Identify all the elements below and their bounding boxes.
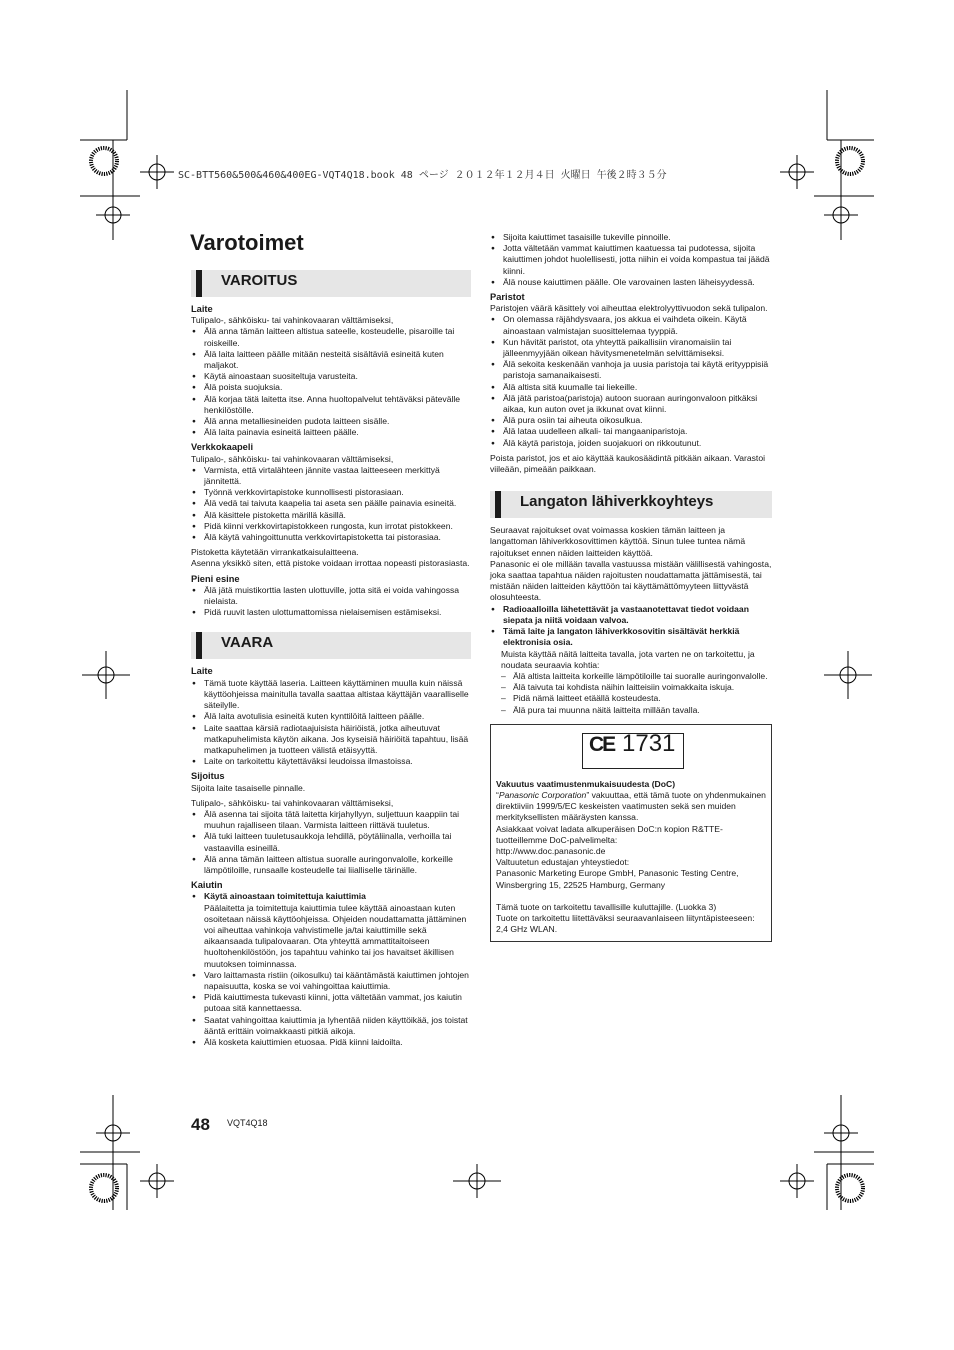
body-text: Pistoketta käytetään virrankatkaisulaitteena. <box>191 547 359 558</box>
list-item: ● Älä käsittele pistoketta märillä käsillä. <box>191 510 471 521</box>
list-item: – Pidä nämä laitteet etäällä kosteudesta. <box>501 693 772 704</box>
doc-text: “Panasonic Corporation” vakuuttaa, että tämä tuote on yhdenmukainen direktiiviin 1999/5/EC keskeisten vaatimusten sekä sen muiden merkityksellisten määräysten kanssa. <box>496 789 766 823</box>
list-item: ● Sijoita kaiuttimet tasaisille tukeville pinnoille. <box>490 232 772 243</box>
list-item: ● Älä anna tämän laitteen altistua sateelle, kosteudelle, pisaroille tai roiskeille. <box>191 326 471 348</box>
declaration-box <box>490 724 772 943</box>
list-item: – Älä altista laitteita korkeille lämpötiloille tai suoralle auringonvalolle. <box>501 671 772 682</box>
intro-text: Tulipalo-, sähköisku- tai vahinkovaaran välttämiseksi, <box>191 797 394 808</box>
list-item: ● Älä tuki laitteen tuuletusaukkoja lehdillä, pöytäliinalla, verhoilla tai vastaavilla esineillä. <box>191 831 471 853</box>
doc-url: http://www.doc.panasonic.de <box>496 845 606 856</box>
intro-text: Paristojen väärä käsittely voi aiheuttaa elektrolyyttivuodon sekä tulipalon. <box>490 303 768 314</box>
right-column <box>490 232 772 942</box>
list-item: ● Laite on tarkoitettu käytettäväksi leudoissa ilmastoissa. <box>191 756 471 767</box>
list-item: ● Älä nouse kaiuttimen päälle. Ole varovainen lasten läheisyydessä. <box>490 277 772 288</box>
doc-title: Vakuutus vaatimustenmukaisuudesta (DoC) <box>496 778 676 789</box>
list-item: ● Saatat vahingoittaa kaiuttimia ja lyhentää niiden käyttöikää, jos toistat ääntä erittäin voimakkaasti pitkiä aikoja. <box>191 1015 471 1037</box>
body-text: Seuraavat rajoitukset ovat voimassa koskien tämän laitteen ja langattoman lähiverkkosovittimen käyttöä. Sinun tulee tuntea nämä rajoitukset ennen näiden laitteiden käyttöä. <box>490 525 746 558</box>
bullet-list <box>191 970 471 1048</box>
list-item: ● Jotta vältetään vammat kaiuttimen kaatuessa tai pudotessa, sijoita kaiuttimen johdot huolellisesti, jotta niihin ei voida kompastua tai jäädä kiinni. <box>490 243 772 277</box>
body-text: Sijoita laite tasaiselle pinnalle. <box>191 782 306 793</box>
list-item: ● Älä vedä tai taivuta kaapelia tai aseta sen päälle painavia esineitä. <box>191 498 471 509</box>
list-item: ● Älä laita avotulisia esineitä kuten kynttilöitä laitteen päälle. <box>191 711 471 722</box>
list-item: ● Älä anna metalliesineiden pudota laitteen sisälle. <box>191 416 471 427</box>
body-text: Poista paristot, jos et aio käyttää kaukosäädintä pitkään aikaan. Varastoi viileään, pimeään paikkaan. <box>490 452 766 475</box>
heading-bar <box>196 270 202 297</box>
section-heading-vaara <box>191 632 471 659</box>
list-item: ● Älä kosketa kaiuttimien etuosaa. Pidä kiinni laidoilta. <box>191 1037 471 1048</box>
doc-text-rest: vakuuttaa, että tämä tuote on yhdenmukainen direktiiviin 1999/5/EC keskeisten vaatimusten sekä sen muiden merkityksellisten määräysten kanssa. <box>496 789 766 823</box>
list-item: ● Älä pura osiin tai aiheuta oikosulkua. <box>490 415 772 426</box>
ce-logo: CE <box>589 732 615 756</box>
subheading-laite: Laite <box>191 304 213 314</box>
bullet-list <box>490 604 772 649</box>
list-item: ● Älä asenna tai sijoita tätä laitetta kirjahyllyyn, suljettuun kaappiin tai muuhun rajalliseen tilaan. Varmista laitteen riittävä tuuletus. <box>191 809 471 831</box>
heading-label: VAROITUS <box>221 272 298 289</box>
subheading-kaiutin: Kaiutin <box>191 880 223 891</box>
list-item: ● Pidä kaiuttimesta tukevasti kiinni, jotta vältetään vammat, jos kaiutin putoaa sitä kannettaessa. <box>191 992 471 1014</box>
section-heading-varoitus <box>191 270 471 297</box>
list-item: ● Varmista, että virtalähteen jännite vastaa laitteeseen merkittyä jännitettä. <box>191 465 471 487</box>
doc-text: Asiakkaat voivat ladata alkuperäisen DoC:n kopion R&TTE-tuotteillemme DoC-palvelimelta: <box>496 823 723 845</box>
subheading-sijoitus: Sijoitus <box>191 771 225 782</box>
list-item: ● Tämä laite ja langaton lähiverkkosovitin sisältävät herkkiä elektronisia osia. <box>490 626 772 648</box>
list-item: ● Älä korjaa tätä laitetta itse. Anna huoltopalvelut tehtäväksi pätevälle henkilöstölle. <box>191 394 471 416</box>
bullet-list <box>191 465 471 543</box>
notified-body-number: 1731 <box>622 729 676 757</box>
list-item: ● Pidä ruuvit lasten ulottumattomissa nielaisemisen estämiseksi. <box>191 607 471 618</box>
ce-mark <box>582 729 684 769</box>
bullet-list <box>490 314 772 448</box>
list-item: ● Pidä kiinni verkkovirtapistokkeen rungosta, kun irrotat pistokkeen. <box>191 521 471 532</box>
heading-label: Langaton lähiverkkoyhteys <box>520 493 714 511</box>
list-item: ● Älä anna tämän laitteen altistua suoralle auringonvalolle, korkeille lämpötiloille, runsaalle kosteudelle tai liialliselle tärinälle. <box>191 854 471 876</box>
list-item: ● Käytä ainoastaan suositeltuja varusteita. <box>191 371 471 382</box>
subheading-verkkokaapeli: Verkkokaapeli <box>191 442 254 453</box>
list-item: ● Älä laita laitteen päälle mitään nesteitä sisältäviä esineitä kuten maljakot. <box>191 349 471 371</box>
bullet-list <box>191 326 471 438</box>
body-text: Päälaitetta ja toimitettuja kaiuttimia tulee käyttää ainoastaan kuten osoitetaan näissä käyttöohjeissa. Ohjeiden noudattamatta jättäminen voi aiheuttaa vahinkoja vahvistimelle ja/tai kaiuttimille sekä aikaansaada tulipalovaaran. Ota yhteyttä ammattitaitoiseen huoltohenkilöstöön, jos tapahtuu vahinko tai jos havaitset äkillisen muutoksen toiminnassa. <box>204 902 467 969</box>
list-item: ● Älä jätä paristoa(paristoja) autoon suoraan auringonvaloon pitkäksi aikaa, kun auton ovet ja ikkunat ovat kiinni. <box>490 393 772 415</box>
list-item: ● Älä sekoita keskenään vanhoja ja uusia paristoja tai käytä erityyppisiä paristoja samanaikaisesti. <box>490 359 772 381</box>
corp-name: Panasonic Corporation <box>498 789 587 800</box>
intro-text: Tulipalo-, sähköisku- tai vahinkovaaran välttämiseksi, <box>191 453 394 464</box>
list-item: – Älä taivuta tai kohdista näihin laitteisiin voimakkaita iskuja. <box>501 682 772 693</box>
class-text: Tämä tuote on tarkoitettu tavallisille kuluttajille. (Luokka 3) <box>496 901 717 912</box>
bullet-list <box>191 809 471 876</box>
list-item: ● Älä altista sitä kuumalle tai liekeille. <box>490 382 772 393</box>
left-column <box>191 270 471 1048</box>
list-item: ● Radioaalloilla lähetettävät ja vastaanotettavat tiedot voidaan siepata ja niitä voidaan valvoa. <box>490 604 772 626</box>
list-item: ● Varo laittamasta ristiin (oikosulku) tai kääntämästä kaiuttimen johtojen napaisuutta, koska se voi vahingoittaa kaiuttimia. <box>191 970 471 992</box>
body-text: Asenna yksikkö siten, että pistoke voidaan irrottaa nopeasti pistorasiasta. <box>191 558 470 569</box>
list-item: ● Työnnä verkkovirtapistoke kunnollisesti pistorasiaan. <box>191 487 471 498</box>
list-item: ● Tämä tuote käyttää laseria. Laitteen käyttäminen muulla kuin näissä käyttöohjeissa mainitulla tavalla saattaa altistaa käyttäjän vaaralliselle säteilylle. <box>191 678 471 712</box>
section-heading-wlan <box>490 491 772 518</box>
bullet-list <box>191 678 471 768</box>
heading-bar <box>495 491 501 518</box>
subheading-pieni-esine: Pieni esine <box>191 573 240 584</box>
page-title: Varotoimet <box>190 230 304 255</box>
bullet-list <box>191 585 471 619</box>
bullet-list <box>490 232 772 288</box>
subheading-laite: Laite <box>191 666 213 677</box>
list-item: ● Älä käytä paristoja, joiden suojakuori on rikkoutunut. <box>490 438 772 449</box>
dash-list <box>490 671 772 716</box>
use-text: Tuote on tarkoitettu liitettäväksi seuraavanlaiseen liityntäpisteeseen: 2,4 GHz WLAN. <box>496 912 755 935</box>
document-code: VQT4Q18 <box>227 1118 268 1128</box>
body-text: Panasonic ei ole millään tavalla vastuussa mistään välillisestä vahingosta, joka saattaa tapahtua näiden rajoitusten noudattamatta jättämisestä, tai mistään näiden laitteiden käyttöön tai käyttämättömyyteen liittyvästä olosuhteesta. <box>490 558 772 603</box>
list-item: ● Älä käytä vahingoittunutta verkkovirtapistoketta tai pistorasiaa. <box>191 532 471 543</box>
list-item: ● On olemassa räjähdysvaara, jos akkua ei vaihdeta oikein. Käytä ainoastaan valmistajan suosittelemaa tyyppiä. <box>490 314 772 336</box>
list-item: ● Älä jätä muistikorttia lasten ulottuville, jotta sitä ei voida vahingossa nielaista. <box>191 585 471 607</box>
list-item: ● Älä laita painavia esineitä laitteen päälle. <box>191 427 471 438</box>
heading-label: VAARA <box>221 634 274 652</box>
heading-bar <box>196 632 202 659</box>
print-file-header: SC-BTT560&500&460&400EG-VQT4Q18.book 48 ページ ２０１２年１２月４日 火曜日 午後２時３５分 <box>178 170 667 181</box>
list-item: ● Älä poista suojuksia. <box>191 382 471 393</box>
bullet-list <box>191 891 471 902</box>
list-item: ● Kun hävität paristot, ota yhteyttä paikallisiin viranomaisiin tai jälleenmyyjään oikean hävitysmenetelmän selvittämiseksi. <box>490 337 772 359</box>
list-item: – Älä pura tai muunna näitä laitteita millään tavalla. <box>501 705 772 716</box>
list-item: ● Älä lataa uudelleen alkali- tai mangaaniparistoja. <box>490 426 772 437</box>
rep-title: Valtuutetun edustajan yhteystiedot: <box>496 857 630 868</box>
list-item: ● Käytä ainoastaan toimitettuja kaiuttimia <box>191 891 471 902</box>
page-number: 48 <box>191 1115 210 1134</box>
subheading-paristot: Paristot <box>490 292 525 303</box>
body-text: Muista käyttää näitä laitteita tavalla, jota varten ne on tarkoitettu, ja noudata seuraavia kohtia: <box>501 648 755 670</box>
rep-address: Panasonic Marketing Europe GmbH, Panasonic Testing Centre, Winsbergring 15, 22525 Hamburg, Germany <box>496 868 739 890</box>
list-item: ● Laite saattaa kärsiä radiotaajuisista häiriöistä, jotka aiheutuvat matkapuhelimista käytön aikana. Jos kyseisiä häiriöitä tapahtuu, lisää matkapuhelimen ja tuotteen välistä etäisyyttä. <box>191 723 471 757</box>
intro-text: Tulipalo-, sähköisku- tai vahinkovaaran välttämiseksi, <box>191 315 394 326</box>
